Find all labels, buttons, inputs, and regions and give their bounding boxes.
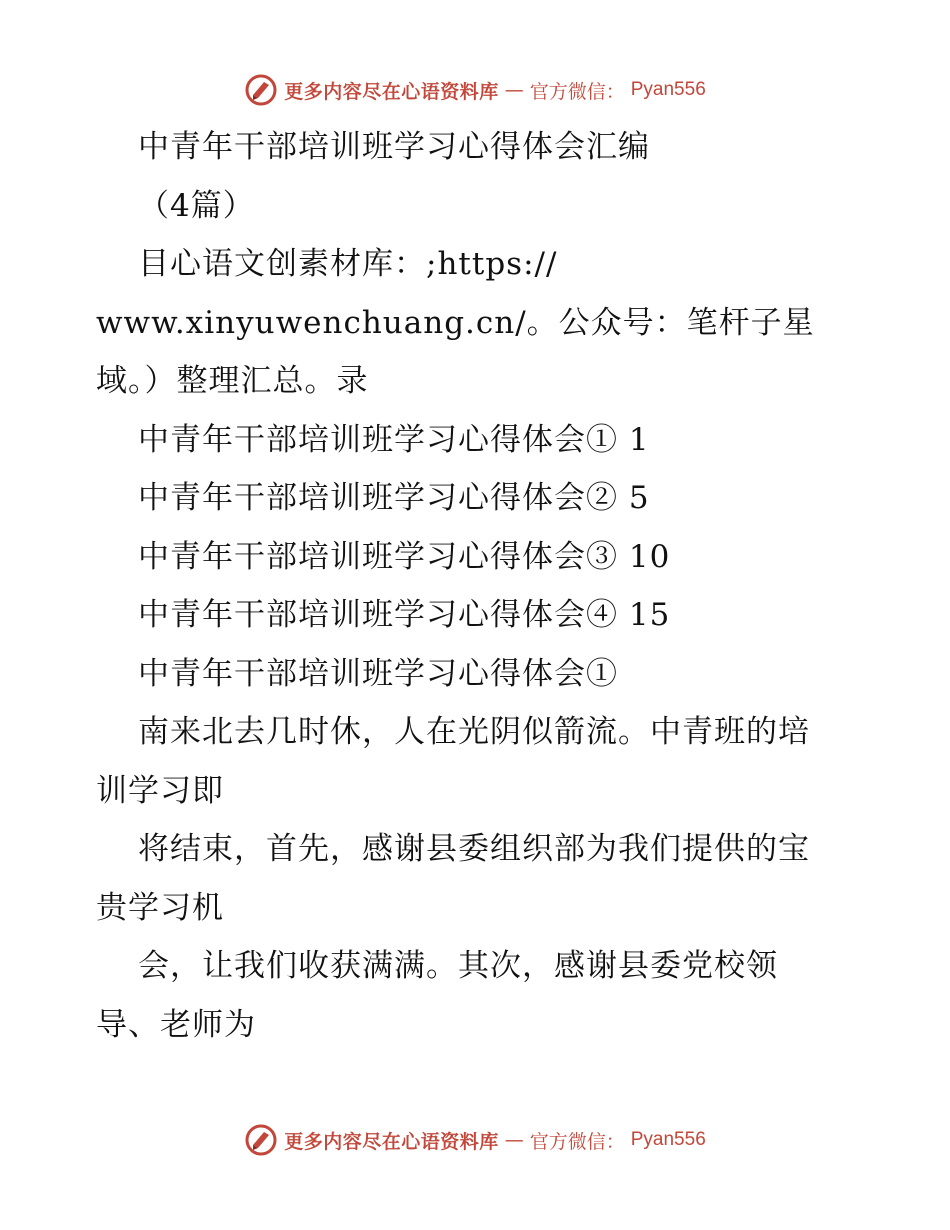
document-title: 中青年干部培训班学习心得体会汇编: [138, 129, 650, 165]
source-note-line: 目心语文创素材库：;https://: [138, 246, 558, 282]
watermark-wechat-id: Pyan556: [630, 79, 706, 100]
source-note-line: 域。）整理汇总。录: [96, 363, 369, 399]
paragraph-line: 会，让我们收获满满。其次，感谢县委党校领: [138, 948, 778, 984]
toc-entry: 中青年干部培训班学习心得体会④ 15: [138, 597, 671, 633]
document-body: [96, 118, 866, 1054]
paragraph-line: 将结束，首先，感谢县委组织部为我们提供的宝: [138, 831, 810, 867]
header-watermark: [0, 70, 950, 110]
footer-watermark: [0, 1120, 950, 1160]
paragraph-line: 训学习即: [96, 772, 224, 809]
document-subtitle: （4篇）: [138, 187, 255, 224]
watermark-wechat-label: 官方微信：: [529, 1130, 625, 1153]
watermark-wechat-label: 官方微信：: [529, 80, 625, 103]
section-heading: 中青年干部培训班学习心得体会①: [138, 655, 618, 692]
watermark-wechat-id: Pyan556: [630, 1129, 706, 1150]
watermark-dash: —: [504, 79, 524, 101]
paragraph-line: 南来北去几时休，人在光阴似箭流。中青班的培: [138, 714, 810, 750]
watermark-text: 更多内容尽在心语资料库: [284, 80, 499, 103]
logo-icon: [244, 73, 278, 107]
logo-icon: [244, 1123, 278, 1157]
paragraph-line: 贵学习机: [96, 889, 224, 926]
paragraph-line: 导、老师为: [96, 1006, 256, 1043]
toc-entry: 中青年干部培训班学习心得体会② 5: [138, 480, 650, 516]
watermark-text: 更多内容尽在心语资料库: [284, 1130, 499, 1153]
toc-entry: 中青年干部培训班学习心得体会① 1: [138, 421, 650, 458]
source-note-line: www.xinyuwenchuang.cn/。公众号：笔杆子星: [96, 304, 815, 341]
toc-entry: 中青年干部培训班学习心得体会③ 10: [138, 538, 671, 575]
watermark-dash: —: [504, 1129, 524, 1151]
